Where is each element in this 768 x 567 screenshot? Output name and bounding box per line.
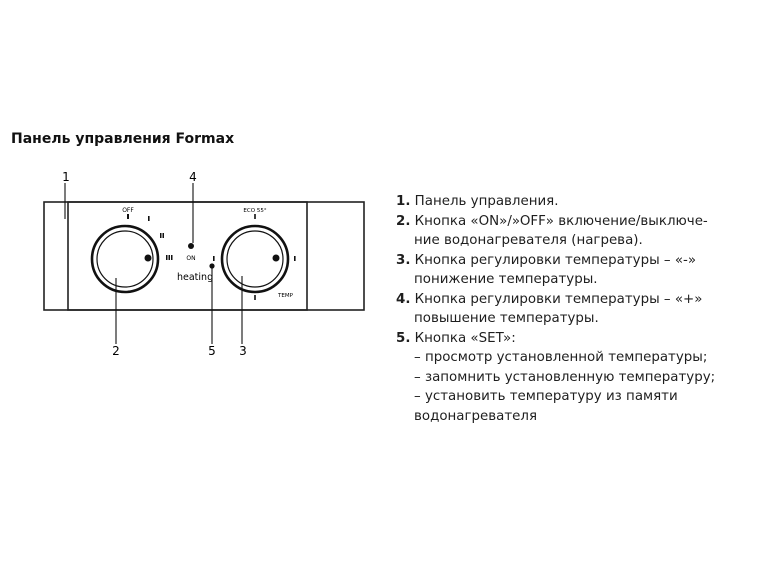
- right-knob-mark-right: [294, 256, 296, 261]
- indicator-heating-label: heating: [177, 272, 214, 283]
- legend-item-number: 3.: [396, 252, 411, 268]
- legend-list: [396, 192, 762, 426]
- left-knob-off-label: OFF: [122, 207, 134, 214]
- legend-item-3: [396, 251, 762, 271]
- legend-item-1: [396, 192, 762, 212]
- left-knob-mark-0: [127, 214, 129, 219]
- right-knob[interactable]: [222, 226, 288, 292]
- legend-item-number: 4.: [396, 291, 411, 307]
- callout-2: 2: [112, 344, 120, 358]
- legend-item-number: 2.: [396, 213, 411, 229]
- left-knob-pointer: [145, 255, 152, 262]
- callout-3: 3: [239, 344, 247, 358]
- legend-sub-item: – просмотр установленной температуры;: [414, 350, 708, 365]
- legend-sub-item: водонагревателя: [414, 408, 538, 424]
- right-knob-eco-label: ECO 55°: [243, 208, 267, 214]
- right-knob-mark-bottom: [254, 295, 256, 300]
- legend-item-text: Кнопка регулировки температуры – «-»: [414, 252, 697, 268]
- legend-item-text: Панель управления.: [414, 194, 559, 209]
- legend-item-text: Кнопка регулировки температуры – «+»: [414, 291, 703, 307]
- left-knob-mark-3: [166, 255, 173, 260]
- left-knob-mark-2: [160, 233, 164, 238]
- callout-1: 1: [62, 170, 70, 184]
- heating-indicator-led: [188, 243, 194, 249]
- page-title: Панель управления Formax: [11, 131, 235, 147]
- left-knob-mark-1: [148, 216, 150, 221]
- legend-item-text: Кнопка «ON»/»OFF» включение/выключе-: [414, 213, 708, 229]
- legend-sub-item: – запомнить установленную температуру;: [414, 369, 716, 385]
- legend-item-number: 1.: [396, 194, 411, 209]
- legend-sub-item: – установить температуру из памяти: [414, 389, 678, 404]
- right-knob-mark-left: [213, 256, 215, 261]
- right-knob-pointer: [273, 255, 280, 262]
- legend-item-number: 5.: [396, 330, 411, 346]
- legend-item-continuation: повышение температуры.: [414, 311, 599, 326]
- callout-4: 4: [189, 170, 197, 184]
- left-knob[interactable]: [92, 226, 158, 292]
- legend-item-2: [396, 212, 762, 232]
- indicator-on-label: ON: [186, 255, 196, 262]
- right-knob-mark-top: [254, 214, 256, 219]
- callout-5: 5: [208, 344, 216, 358]
- legend-item-4: [396, 290, 762, 310]
- legend-item-5: [396, 329, 762, 349]
- legend-item-continuation: понижение температуры.: [414, 272, 598, 287]
- legend-item-text: Кнопка «SET»:: [414, 330, 516, 346]
- legend-item-continuation: ние водонагревателя (нагрева).: [414, 233, 643, 248]
- right-knob-temp-label: TEMP: [278, 293, 293, 299]
